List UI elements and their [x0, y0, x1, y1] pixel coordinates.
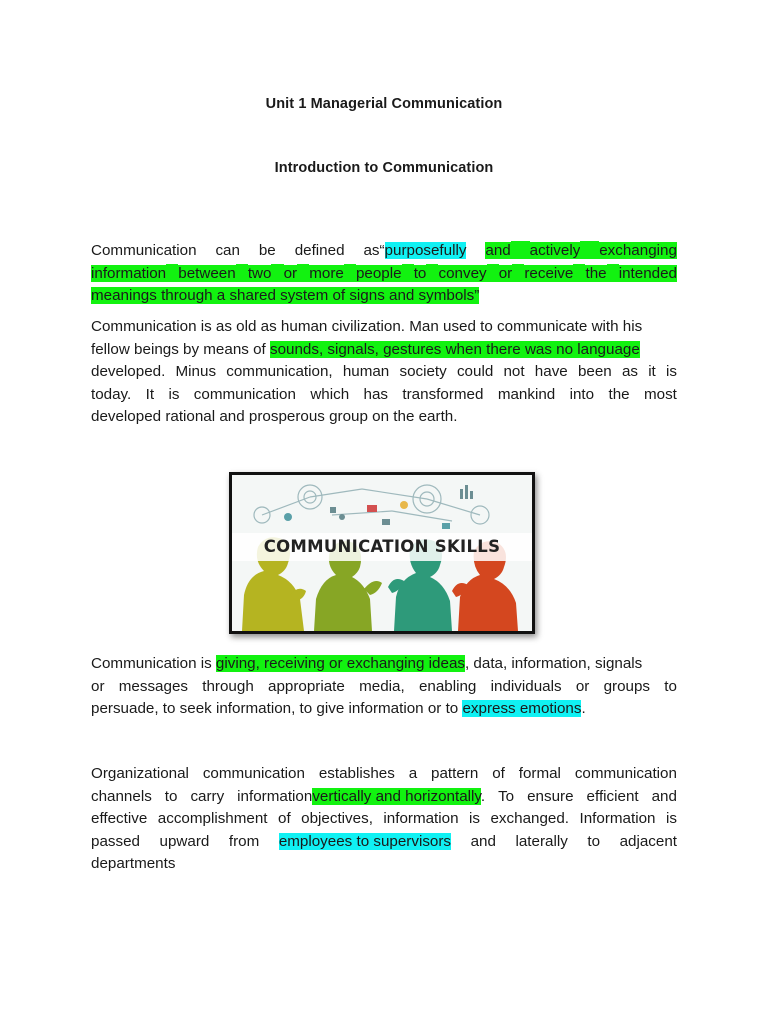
word	[580, 808, 656, 831]
section-title: Introduction to Communication	[274, 160, 494, 176]
text-run: to	[587, 832, 601, 850]
text-run: .	[480, 787, 486, 805]
word	[578, 361, 612, 384]
highlighted-text: employees to supervisors	[278, 832, 452, 850]
word	[160, 831, 210, 854]
word	[438, 263, 498, 286]
highlighted-text: vertically and horizontally	[312, 787, 481, 805]
text-run: carry	[190, 787, 225, 805]
highlighted-text: and	[485, 242, 511, 259]
text-run: effective	[91, 810, 148, 827]
text-run: is	[469, 810, 480, 827]
word	[178, 263, 248, 286]
word	[146, 384, 154, 407]
text-run: media,	[359, 677, 405, 695]
highlighted-text: the	[585, 264, 607, 282]
paragraph-organizational	[91, 763, 677, 876]
highlighted-text: information	[91, 264, 167, 282]
word	[359, 676, 405, 699]
highlighted-text: sounds, signals, gestures when there was no language	[269, 340, 640, 358]
word	[570, 384, 595, 407]
text-run: exchanged.	[490, 810, 570, 827]
paragraph4-line	[91, 786, 677, 809]
highlighted-text: or	[283, 264, 298, 282]
word	[409, 763, 417, 786]
highlight-gap	[402, 264, 414, 282]
paragraph3-line	[91, 653, 677, 676]
word	[414, 263, 439, 286]
text-run: to	[664, 677, 677, 695]
text-run: could	[456, 363, 494, 380]
highlighted-text: actively	[529, 242, 581, 259]
word	[664, 676, 677, 699]
word	[119, 676, 188, 699]
word	[524, 263, 585, 286]
text-run: , data, information, signals	[464, 655, 643, 672]
text-run: communication	[574, 765, 677, 782]
word	[91, 763, 189, 786]
word	[343, 361, 389, 384]
word	[419, 676, 476, 699]
paragraph2-line	[91, 406, 677, 429]
text-run: adjacent	[619, 832, 677, 850]
text-run: establishes	[318, 765, 395, 782]
word	[587, 831, 600, 854]
text-run: communication	[193, 385, 296, 403]
text-run: passed	[91, 832, 140, 850]
highlight-gap	[271, 264, 283, 282]
text-run: mankind	[497, 385, 556, 403]
highlighted-text: more	[309, 264, 344, 282]
text-run: have	[534, 363, 568, 380]
word	[431, 763, 478, 786]
highlight-gap	[573, 264, 585, 282]
paragraph2-line	[91, 339, 677, 362]
text-run: Communication is as old as human civilization. Man used to communicate with his	[91, 318, 643, 335]
text-run: to	[164, 787, 178, 805]
word	[319, 763, 395, 786]
word	[237, 786, 485, 809]
word	[469, 808, 480, 831]
paragraph-meaning	[91, 653, 677, 721]
word	[599, 240, 677, 263]
text-run: enabling	[418, 677, 477, 695]
text-run: laterally	[515, 832, 568, 850]
word	[176, 361, 217, 384]
highlighted-text: purposefully	[384, 242, 467, 259]
word	[530, 240, 600, 263]
highlighted-text: or	[498, 264, 513, 282]
paragraph-history	[91, 316, 677, 429]
text-run: groups	[603, 677, 651, 695]
text-run: pattern	[431, 765, 479, 782]
text-run: been	[577, 363, 612, 380]
highlight-gap	[426, 264, 438, 282]
text-run: developed rational and prosperous group on the earth.	[91, 408, 458, 425]
paragraph4-line	[91, 853, 677, 876]
highlight-gap	[297, 264, 309, 282]
highlight-gap	[344, 264, 356, 282]
word	[226, 361, 332, 384]
text-run: is	[168, 385, 180, 403]
word	[295, 240, 345, 263]
word	[279, 831, 451, 854]
text-run: efficient	[586, 787, 639, 805]
text-run: as	[363, 242, 380, 259]
text-run: appropriate	[268, 677, 345, 695]
highlighted-text: two	[247, 264, 272, 282]
highlight-gap	[236, 264, 248, 282]
word	[215, 240, 240, 263]
text-run: transformed	[402, 385, 484, 403]
word	[91, 361, 165, 384]
text-run: communication	[202, 765, 305, 782]
text-run: Communication	[91, 242, 197, 259]
text-run: developed.	[91, 363, 166, 380]
word	[278, 808, 291, 831]
text-run: human	[342, 363, 390, 380]
word	[194, 384, 296, 407]
paragraph1-line	[91, 240, 677, 263]
word	[575, 763, 677, 786]
text-run: objectives,	[301, 810, 373, 827]
word	[229, 831, 259, 854]
word	[91, 808, 147, 831]
paragraph-definition	[91, 240, 677, 308]
figure-title: COMMUNICATION SKILLS	[263, 537, 501, 556]
paragraph4-line	[91, 831, 677, 854]
text-run: as	[621, 363, 638, 380]
word	[648, 361, 656, 384]
highlighted-text: people	[355, 264, 402, 282]
word	[519, 763, 561, 786]
highlight-gap	[512, 264, 524, 282]
text-run: a	[408, 765, 418, 782]
paragraph3-line	[91, 698, 677, 721]
text-run: can	[215, 242, 240, 259]
text-run: and	[470, 832, 496, 850]
word	[91, 676, 105, 699]
paragraph2-line	[91, 384, 677, 407]
text-run: the	[608, 385, 630, 403]
word	[91, 786, 152, 809]
word	[399, 361, 446, 384]
word	[165, 786, 178, 809]
word	[284, 263, 310, 286]
word	[499, 263, 525, 286]
text-run: To	[498, 787, 515, 805]
text-run: of	[278, 810, 291, 827]
word	[666, 808, 677, 831]
word	[498, 786, 514, 809]
text-run: defined	[294, 242, 345, 259]
text-run: formal	[518, 765, 561, 782]
word	[202, 676, 254, 699]
highlighted-text: giving, receiving or exchanging ideas	[215, 655, 465, 672]
text-run: which	[310, 385, 350, 403]
word	[587, 786, 639, 809]
word	[491, 676, 562, 699]
text-run: of	[492, 765, 505, 782]
highlighted-text: to	[413, 264, 427, 282]
word	[620, 831, 677, 854]
word	[666, 361, 677, 384]
paragraph4-line	[91, 808, 677, 831]
highlighted-text: receive	[524, 264, 574, 282]
paragraph3-line	[91, 676, 677, 699]
text-run: information	[237, 787, 313, 805]
word	[383, 808, 458, 831]
text-run: is	[665, 810, 677, 827]
text-run: individuals	[490, 677, 562, 695]
highlight-gap	[487, 264, 499, 282]
highlighted-text: meanings through a shared system of signs and symbols”	[91, 287, 480, 304]
word	[364, 384, 389, 407]
word	[604, 676, 650, 699]
paragraph1-line	[91, 285, 677, 308]
word	[485, 240, 529, 263]
text-run: or	[575, 677, 590, 695]
text-run: most	[643, 385, 677, 403]
highlighted-text: intended	[618, 264, 677, 282]
highlight-gap	[580, 241, 599, 259]
text-run: Communication is	[91, 655, 216, 672]
word	[644, 384, 677, 407]
text-run: and	[651, 787, 677, 805]
text-run: “	[379, 242, 385, 259]
word	[492, 763, 505, 786]
word	[363, 240, 466, 263]
text-run: Minus	[175, 363, 217, 380]
communication-skills-figure	[229, 472, 535, 634]
text-run: society	[399, 363, 447, 380]
text-run: from	[228, 832, 260, 850]
highlighted-text: convey	[438, 264, 487, 282]
highlighted-text: between	[178, 264, 236, 282]
word	[168, 384, 179, 407]
text-run: not	[503, 363, 525, 380]
text-run: through	[202, 677, 254, 695]
word	[203, 763, 305, 786]
word	[158, 808, 268, 831]
text-run: has	[363, 385, 389, 403]
word	[248, 263, 284, 286]
text-run: is	[665, 363, 677, 380]
paragraph2-line	[91, 316, 677, 339]
word	[527, 786, 573, 809]
text-run: .	[581, 700, 586, 717]
word	[91, 831, 140, 854]
text-run: it	[648, 363, 656, 380]
word	[309, 263, 356, 286]
word	[91, 384, 131, 407]
highlighted-text: exchanging	[599, 242, 677, 259]
word	[91, 263, 178, 286]
unit-title: Unit 1 Managerial Communication	[265, 96, 503, 112]
text-run: It	[145, 385, 155, 403]
word	[576, 676, 590, 699]
paragraph4-line	[91, 763, 677, 786]
word	[190, 786, 224, 809]
text-run: messages	[118, 677, 188, 695]
text-run: departments	[91, 855, 176, 872]
word	[619, 263, 677, 286]
word	[91, 240, 197, 263]
text-run: ensure	[527, 787, 574, 805]
highlight-gap	[166, 264, 178, 282]
word	[402, 384, 483, 407]
text-run: accomplishment	[157, 810, 268, 827]
highlighted-text: express emotions	[462, 700, 582, 717]
word	[268, 676, 345, 699]
word	[535, 361, 568, 384]
word	[503, 361, 524, 384]
text-run: Organizational	[91, 765, 189, 782]
word	[471, 831, 496, 854]
word	[457, 361, 493, 384]
word	[515, 831, 567, 854]
text-run: Information	[579, 810, 656, 827]
word	[301, 808, 373, 831]
word	[498, 384, 555, 407]
text-run: communication,	[226, 363, 333, 380]
text-run: into	[569, 385, 595, 403]
paragraph2-line	[91, 361, 677, 384]
word	[259, 240, 276, 263]
paragraph1-line	[91, 263, 677, 286]
word	[652, 786, 677, 809]
text-run: today.	[91, 385, 132, 403]
text-run: persuade, to seek information, to give information or to	[91, 700, 463, 717]
text-run: upward	[159, 832, 210, 850]
text-run: fellow beings by means of	[91, 340, 270, 358]
word	[310, 384, 349, 407]
word	[585, 263, 618, 286]
word	[608, 384, 629, 407]
text-run: or	[91, 677, 105, 695]
highlight-gap	[511, 241, 530, 259]
word	[490, 808, 569, 831]
highlight-gap	[607, 264, 619, 282]
text-run: channels	[91, 787, 152, 805]
word	[356, 263, 414, 286]
text-run: information	[383, 810, 459, 827]
text-run: be	[258, 242, 276, 259]
word	[622, 361, 638, 384]
